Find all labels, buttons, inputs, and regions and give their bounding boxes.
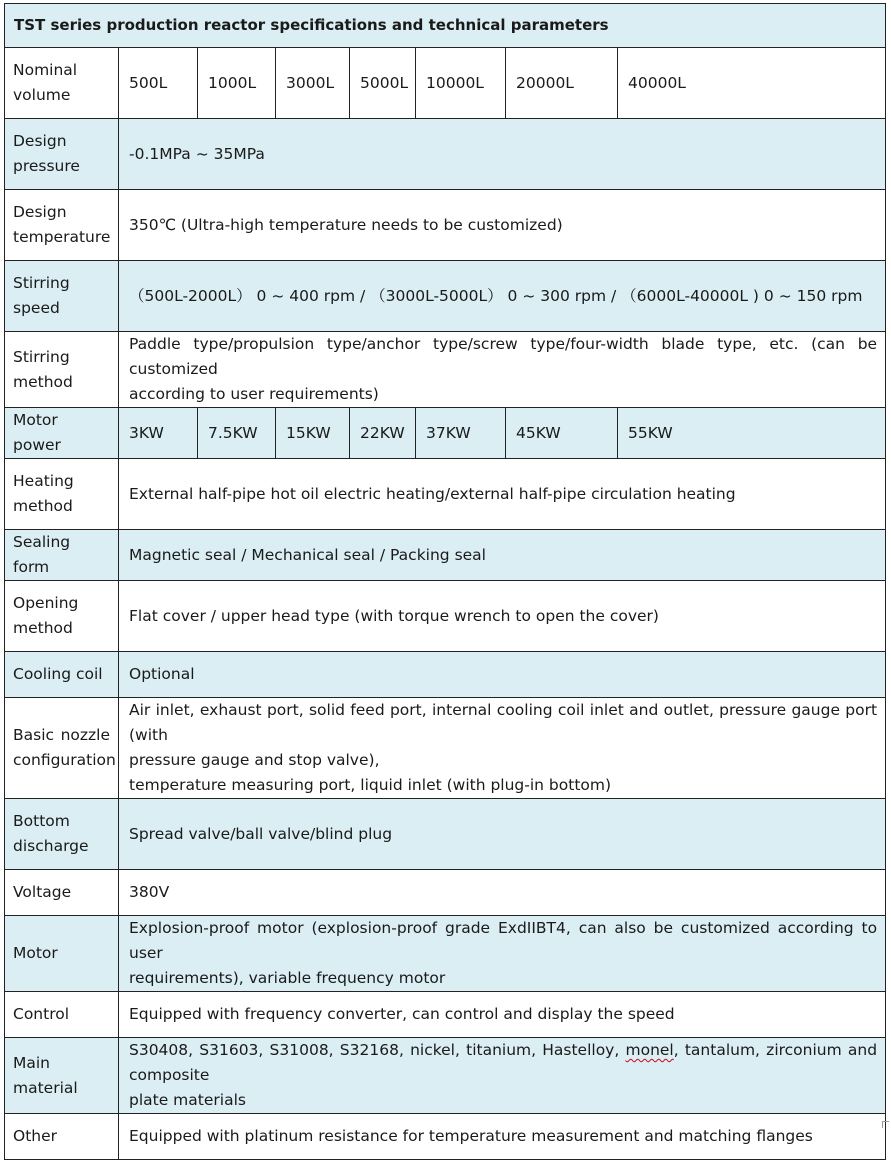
row-label: Voltage: [5, 870, 119, 916]
row-value: （500L-2000L） 0 ~ 400 rpm / （3000L-5000L） 0 ~ 300 rpm / （6000L-40000L ) 0 ~ 150 rpm: [119, 261, 886, 332]
row-label: Cooling coil: [5, 652, 119, 698]
spec-sheet: [4, 3, 886, 1160]
value-line: plate materials: [129, 1091, 246, 1109]
row-value: Equipped with frequency converter, can control and display the speed: [119, 992, 886, 1038]
value-line: according to user requirements): [129, 385, 379, 403]
row-design-pressure: [5, 119, 886, 190]
label-line: Basic nozzle: [13, 726, 110, 744]
table-title: TST series production reactor specifications and technical parameters: [5, 4, 886, 48]
row-label: Control: [5, 992, 119, 1038]
row-bottom-discharge: [5, 799, 886, 870]
row-label: Design pressure: [5, 119, 119, 190]
row-value: [119, 332, 886, 408]
row-other: [5, 1114, 886, 1160]
value-line: requirements), variable frequency motor: [129, 969, 446, 987]
row-label: Stirring method: [5, 332, 119, 408]
title-row: [5, 4, 886, 48]
row-value: [119, 1038, 886, 1114]
row-label: Design temperature: [5, 190, 119, 261]
value-line: Paddle type/propulsion type/anchor type/screw type/four-width blade type, etc. (can be customized: [129, 335, 878, 378]
row-motor: [5, 916, 886, 992]
value-line: pressure gauge and stop valve),: [129, 751, 380, 769]
row-value: Optional: [119, 652, 886, 698]
volume-cell: 500L: [119, 48, 198, 119]
row-value: Magnetic seal / Mechanical seal / Packing seal: [119, 530, 886, 581]
volume-cell: 3000L: [276, 48, 350, 119]
row-motor-power: [5, 408, 886, 459]
row-label: Heating method: [5, 459, 119, 530]
power-cell: 3KW: [119, 408, 198, 459]
value-line: [129, 1038, 877, 1088]
spec-table: [4, 3, 886, 1160]
row-design-temperature: [5, 190, 886, 261]
row-value: [119, 698, 886, 799]
power-cell: 15KW: [276, 408, 350, 459]
row-label: Nominal volume: [5, 48, 119, 119]
row-stirring-speed: [5, 261, 886, 332]
row-label: Opening method: [5, 581, 119, 652]
row-value: External half-pipe hot oil electric heating/external half-pipe circulation heating: [119, 459, 886, 530]
row-voltage: [5, 870, 886, 916]
row-cooling-coil: [5, 652, 886, 698]
volume-cell: 1000L: [198, 48, 276, 119]
row-sealing-form: [5, 530, 886, 581]
power-cell: 37KW: [416, 408, 506, 459]
value-line: temperature measuring port, liquid inlet (with plug-in bottom): [129, 776, 612, 794]
row-nominal-volume: [5, 48, 886, 119]
volume-cell: 10000L: [416, 48, 506, 119]
page-corner-mark: [882, 1121, 889, 1128]
row-label: Stirring speed: [5, 261, 119, 332]
row-main-material: [5, 1038, 886, 1114]
volume-cell: 40000L: [618, 48, 886, 119]
label-line: configuration: [13, 751, 116, 769]
row-control: [5, 992, 886, 1038]
row-label: Motor power: [5, 408, 119, 459]
volume-cell: 20000L: [506, 48, 618, 119]
value-segment: S30408, S31603, S31008, S32168, nickel, titanium, Hastelloy,: [129, 1041, 626, 1059]
power-cell: 45KW: [506, 408, 618, 459]
row-value: -0.1MPa ~ 35MPa: [119, 119, 886, 190]
power-cell: 7.5KW: [198, 408, 276, 459]
row-label: Motor: [5, 916, 119, 992]
volume-cell: 5000L: [350, 48, 416, 119]
value-line: Explosion-proof motor (explosion-proof grade ExdIIBT4, can also be customized according to user: [129, 919, 878, 962]
spellcheck-word: monel: [625, 1041, 674, 1059]
row-opening-method: [5, 581, 886, 652]
value-segment: , tantalum, zirconium and composite: [129, 1041, 878, 1084]
row-label: Sealing form: [5, 530, 119, 581]
power-cell: 55KW: [618, 408, 886, 459]
row-label: Bottom discharge: [5, 799, 119, 870]
row-value: Equipped with platinum resistance for temperature measurement and matching flanges: [119, 1114, 886, 1160]
row-value: 380V: [119, 870, 886, 916]
row-value: [119, 916, 886, 992]
row-basic-nozzle: [5, 698, 886, 799]
row-label: Main material: [5, 1038, 119, 1114]
value-line: Air inlet, exhaust port, solid feed port, internal cooling coil inlet and outlet, pressure gauge port (with: [129, 701, 878, 744]
row-heating-method: [5, 459, 886, 530]
row-value: Spread valve/ball valve/blind plug: [119, 799, 886, 870]
row-stirring-method: [5, 332, 886, 408]
row-value: Flat cover / upper head type (with torque wrench to open the cover): [119, 581, 886, 652]
row-label: [5, 698, 119, 799]
row-label: Other: [5, 1114, 119, 1160]
row-value: 350℃ (Ultra-high temperature needs to be customized): [119, 190, 886, 261]
power-cell: 22KW: [350, 408, 416, 459]
